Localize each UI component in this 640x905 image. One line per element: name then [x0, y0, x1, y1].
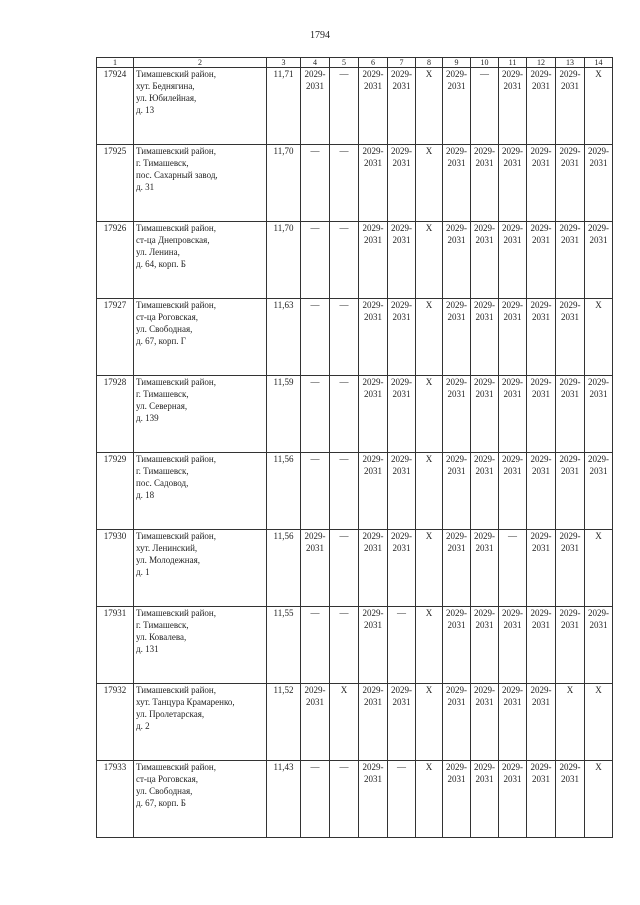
period-cell: — — [330, 68, 359, 145]
address-line: ул. Свободная, — [136, 324, 193, 334]
address-line: хут. Танцура Крамаренко, — [136, 697, 235, 707]
address-line: ст-ца Днепровская, — [136, 235, 210, 245]
period-cell: 2029- 2031 — [585, 607, 613, 684]
period-cell: 2029- 2031 — [527, 761, 556, 838]
period-cell: 2029- 2031 — [388, 453, 416, 530]
address-line: ул. Ковалева, — [136, 632, 187, 642]
address-line: ул. Свободная, — [136, 786, 193, 796]
period-cell: 2029- 2031 — [499, 761, 527, 838]
period-cell: 2029- 2031 — [443, 684, 471, 761]
period-cell: X — [416, 299, 443, 376]
period-cell: — — [301, 222, 330, 299]
address-line: г. Тимашевск, — [136, 620, 189, 630]
period-cell: 2029- 2031 — [359, 299, 388, 376]
table-row — [97, 222, 613, 299]
address-line: д. 1 — [136, 567, 150, 577]
period-cell: — — [330, 299, 359, 376]
address-line: д. 67, корп. Г — [136, 336, 187, 346]
period-cell: 2029- 2031 — [585, 222, 613, 299]
period-cell: 2029- 2031 — [499, 222, 527, 299]
value-cell: 11,59 — [267, 376, 301, 453]
address-line: д. 139 — [136, 413, 159, 423]
period-cell: 2029- 2031 — [443, 530, 471, 607]
period-cell: — — [388, 761, 416, 838]
period-cell: X — [416, 607, 443, 684]
period-cell: 2029- 2031 — [443, 761, 471, 838]
period-cell: 2029- 2031 — [359, 145, 388, 222]
address-line: Тимашевский район, — [136, 69, 216, 79]
address-line: Тимашевский район, — [136, 223, 216, 233]
row-number: 17927 — [97, 299, 134, 376]
period-cell: 2029- 2031 — [359, 530, 388, 607]
address-line: д. 13 — [136, 105, 155, 115]
period-cell: 2029- 2031 — [556, 299, 585, 376]
period-cell: 2029- 2031 — [359, 761, 388, 838]
period-cell: 2029- 2031 — [527, 530, 556, 607]
address-line: хут. Беднягина, — [136, 81, 195, 91]
period-cell: 2029- 2031 — [556, 68, 585, 145]
period-cell: 2029- 2031 — [499, 145, 527, 222]
period-cell: 2029- 2031 — [527, 453, 556, 530]
period-cell: 2029- 2031 — [471, 607, 499, 684]
address-line: г. Тимашевск, — [136, 389, 189, 399]
period-cell: 2029- 2031 — [585, 145, 613, 222]
table-row — [97, 530, 613, 607]
row-number: 17924 — [97, 68, 134, 145]
address-line: Тимашевский район, — [136, 377, 216, 387]
period-cell: X — [585, 68, 613, 145]
period-cell: 2029- 2031 — [301, 684, 330, 761]
period-cell: — — [330, 222, 359, 299]
period-cell: 2029- 2031 — [556, 761, 585, 838]
period-cell: 2029- 2031 — [443, 222, 471, 299]
period-cell: 2029- 2031 — [527, 684, 556, 761]
row-number: 17932 — [97, 684, 134, 761]
period-cell: — — [301, 145, 330, 222]
period-cell: — — [301, 607, 330, 684]
address-line: Тимашевский район, — [136, 685, 216, 695]
address-cell — [134, 761, 267, 838]
period-cell: 2029- 2031 — [471, 684, 499, 761]
period-cell: 2029- 2031 — [499, 607, 527, 684]
period-cell: 2029- 2031 — [443, 299, 471, 376]
period-cell: 2029- 2031 — [359, 607, 388, 684]
period-cell: — — [330, 145, 359, 222]
period-cell: 2029- 2031 — [301, 68, 330, 145]
address-line: д. 18 — [136, 490, 155, 500]
period-cell: 2029- 2031 — [388, 530, 416, 607]
period-cell: 2029- 2031 — [443, 68, 471, 145]
page-number: 1794 — [310, 30, 330, 41]
period-cell: 2029- 2031 — [359, 376, 388, 453]
period-cell: 2029- 2031 — [388, 68, 416, 145]
address-line: д. 31 — [136, 182, 155, 192]
address-line: ул. Северная, — [136, 401, 188, 411]
address-line: д. 2 — [136, 721, 150, 731]
period-cell: 2029- 2031 — [443, 453, 471, 530]
period-cell: 2029- 2031 — [499, 376, 527, 453]
period-cell: 2029- 2031 — [556, 222, 585, 299]
value-cell: 11,63 — [267, 299, 301, 376]
table-row — [97, 145, 613, 222]
header-cell: 5 — [330, 58, 359, 68]
period-cell: 2029- 2031 — [556, 530, 585, 607]
period-cell: X — [585, 684, 613, 761]
address-line: Тимашевский район, — [136, 146, 216, 156]
value-cell: 11,43 — [267, 761, 301, 838]
period-cell: 2029- 2031 — [499, 68, 527, 145]
period-cell: X — [416, 453, 443, 530]
period-cell: 2029- 2031 — [527, 376, 556, 453]
value-cell: 11,56 — [267, 530, 301, 607]
period-cell: X — [585, 761, 613, 838]
header-cell: 7 — [388, 58, 416, 68]
address-line: Тимашевский район, — [136, 454, 216, 464]
address-cell — [134, 222, 267, 299]
address-line: г. Тимашевск, — [136, 466, 189, 476]
address-line: Тимашевский район, — [136, 531, 216, 541]
address-line: Тимашевский район, — [136, 762, 216, 772]
period-cell: — — [330, 530, 359, 607]
value-cell: 11,70 — [267, 222, 301, 299]
period-cell: — — [330, 453, 359, 530]
address-cell — [134, 68, 267, 145]
period-cell: 2029- 2031 — [471, 299, 499, 376]
header-cell: 9 — [443, 58, 471, 68]
table-row — [97, 453, 613, 530]
value-cell: 11,56 — [267, 453, 301, 530]
period-cell: — — [301, 761, 330, 838]
period-cell: 2029- 2031 — [388, 222, 416, 299]
period-cell: 2029- 2031 — [556, 376, 585, 453]
table-row — [97, 68, 613, 145]
header-cell: 1 — [97, 58, 134, 68]
period-cell: — — [301, 453, 330, 530]
address-line: д. 131 — [136, 644, 159, 654]
address-line: ул. Юбилейная, — [136, 93, 197, 103]
period-cell: 2029- 2031 — [527, 68, 556, 145]
row-number: 17933 — [97, 761, 134, 838]
address-line: пос. Садовод, — [136, 478, 189, 488]
period-cell: X — [585, 530, 613, 607]
period-cell: 2029- 2031 — [471, 222, 499, 299]
value-cell: 11,70 — [267, 145, 301, 222]
header-cell: 13 — [556, 58, 585, 68]
period-cell: 2029- 2031 — [388, 145, 416, 222]
header-cell: 12 — [527, 58, 556, 68]
address-line: Тимашевский район, — [136, 608, 216, 618]
period-cell: 2029- 2031 — [527, 145, 556, 222]
header-cell: 2 — [134, 58, 267, 68]
address-line: Тимашевский район, — [136, 300, 216, 310]
period-cell: — — [388, 607, 416, 684]
header-cell: 11 — [499, 58, 527, 68]
period-cell: X — [556, 684, 585, 761]
address-line: ул. Пролетарская, — [136, 709, 205, 719]
period-cell: 2029- 2031 — [443, 376, 471, 453]
address-line: ст-ца Роговская, — [136, 312, 199, 322]
period-cell: 2029- 2031 — [527, 607, 556, 684]
period-cell: — — [301, 299, 330, 376]
period-cell: X — [416, 376, 443, 453]
period-cell: 2029- 2031 — [359, 684, 388, 761]
value-cell: 11,55 — [267, 607, 301, 684]
period-cell: 2029- 2031 — [527, 222, 556, 299]
address-line: хут. Ленинский, — [136, 543, 198, 553]
period-cell: 2029- 2031 — [499, 684, 527, 761]
registry-table — [96, 57, 613, 838]
period-cell: 2029- 2031 — [556, 607, 585, 684]
period-cell: 2029- 2031 — [471, 376, 499, 453]
row-number: 17926 — [97, 222, 134, 299]
header-cell: 4 — [301, 58, 330, 68]
period-cell: X — [416, 761, 443, 838]
period-cell: X — [416, 145, 443, 222]
period-cell: 2029- 2031 — [585, 453, 613, 530]
table-row — [97, 684, 613, 761]
header-cell: 6 — [359, 58, 388, 68]
header-cell: 10 — [471, 58, 499, 68]
header-cell: 3 — [267, 58, 301, 68]
address-line: ул. Ленина, — [136, 247, 180, 257]
address-line: пос. Сахарный завод, — [136, 170, 218, 180]
period-cell: 2029- 2031 — [443, 145, 471, 222]
period-cell: — — [330, 607, 359, 684]
address-cell — [134, 607, 267, 684]
period-cell: 2029- 2031 — [499, 453, 527, 530]
row-number: 17925 — [97, 145, 134, 222]
table-row — [97, 376, 613, 453]
period-cell: 2029- 2031 — [359, 68, 388, 145]
period-cell: 2029- 2031 — [359, 453, 388, 530]
address-line: ул. Молодежная, — [136, 555, 200, 565]
table-row — [97, 299, 613, 376]
address-cell — [134, 299, 267, 376]
period-cell: 2029- 2031 — [527, 299, 556, 376]
period-cell: 2029- 2031 — [585, 376, 613, 453]
period-cell: 2029- 2031 — [556, 453, 585, 530]
address-line: д. 64, корп. Б — [136, 259, 186, 269]
period-cell: X — [416, 222, 443, 299]
period-cell: 2029- 2031 — [388, 684, 416, 761]
period-cell: 2029- 2031 — [471, 145, 499, 222]
header-cell: 14 — [585, 58, 613, 68]
period-cell: 2029- 2031 — [471, 530, 499, 607]
period-cell: — — [301, 376, 330, 453]
period-cell: X — [416, 68, 443, 145]
row-number: 17928 — [97, 376, 134, 453]
address-line: г. Тимашевск, — [136, 158, 189, 168]
address-cell — [134, 145, 267, 222]
period-cell: 2029- 2031 — [359, 222, 388, 299]
period-cell: 2029- 2031 — [556, 145, 585, 222]
address-cell — [134, 453, 267, 530]
header-cell: 8 — [416, 58, 443, 68]
period-cell: — — [330, 761, 359, 838]
address-cell — [134, 684, 267, 761]
address-line: ст-ца Роговская, — [136, 774, 199, 784]
period-cell: 2029- 2031 — [499, 299, 527, 376]
address-cell — [134, 530, 267, 607]
table-row — [97, 761, 613, 838]
period-cell: 2029- 2031 — [301, 530, 330, 607]
address-cell — [134, 376, 267, 453]
period-cell: — — [330, 376, 359, 453]
header-row — [97, 58, 613, 68]
value-cell: 11,52 — [267, 684, 301, 761]
period-cell: X — [416, 684, 443, 761]
period-cell: X — [330, 684, 359, 761]
value-cell: 11,71 — [267, 68, 301, 145]
period-cell: 2029- 2031 — [471, 453, 499, 530]
period-cell: 2029- 2031 — [471, 761, 499, 838]
period-cell: 2029- 2031 — [388, 376, 416, 453]
row-number: 17929 — [97, 453, 134, 530]
period-cell: — — [471, 68, 499, 145]
period-cell: — — [499, 530, 527, 607]
row-number: 17930 — [97, 530, 134, 607]
period-cell: X — [416, 530, 443, 607]
address-line: д. 67, корп. Б — [136, 798, 186, 808]
period-cell: 2029- 2031 — [388, 299, 416, 376]
period-cell: 2029- 2031 — [443, 607, 471, 684]
row-number: 17931 — [97, 607, 134, 684]
period-cell: X — [585, 299, 613, 376]
table-row — [97, 607, 613, 684]
